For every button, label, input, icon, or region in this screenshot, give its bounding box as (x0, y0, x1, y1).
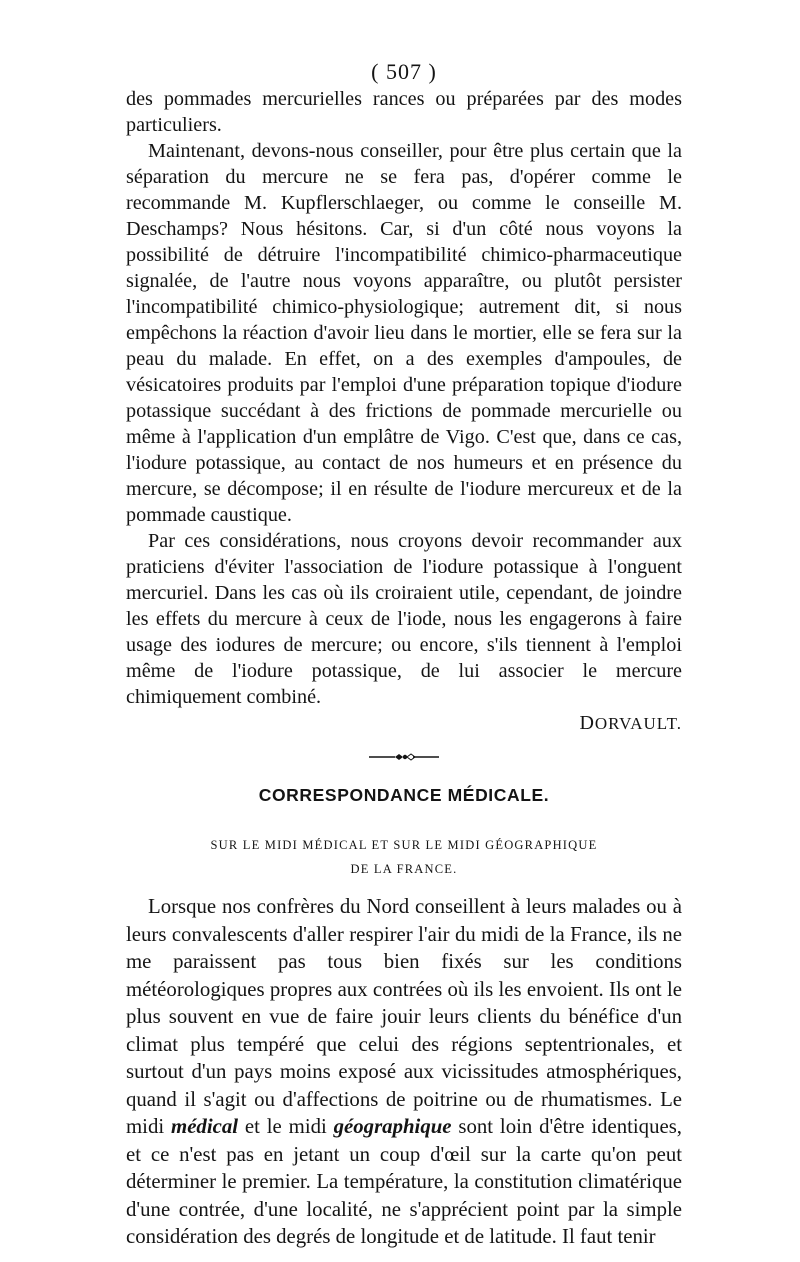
paragraph-1: des pommades mercurielles rances ou préparées par des modes particuliers. (126, 88, 682, 136)
article-body (126, 893, 682, 1251)
page-number: ( 507 ) (371, 59, 437, 84)
paragraph-3: Par ces considérations, nous croyons devoir recommander aux praticiens d'éviter l'association de l'iodure potassique à l'onguent mercuriel. Dans les cas où ils croiraient utile, cependant, de joindre les effets du mercure à ceux de l'iode, nous les engagerons à faire usage des iodures de mercure; ou encore, s'ils tiennent à l'emploi même de l'iodure potassique, de lui associer le mercure chimiquement combiné. (126, 530, 682, 708)
author-signature (126, 710, 682, 737)
emphasis-medical: médical (171, 1115, 239, 1138)
article-paragraph (126, 893, 682, 1251)
page (126, 58, 682, 1251)
paragraph-2: Maintenant, devons-nous conseiller, pour être plus certain que la séparation du mercure ne se fera pas, d'opérer comme le recommande M. Kupflerschlaeger, ou comme le conseille M. Deschamps? Nous hésitons. Car, si d'un côté nous voyons la possibilité de détruire l'incompatibilité chimico-pharmaceutique signalée, de l'autre nous voyons apparaître, ou plutôt persister l'incompatibilité chimico-physiologique; autrement dit, si nous empêchons la réaction d'avoir lieu dans le mortier, elle se fera sur la peau du malade. En effet, on a des exemples d'ampoules, de vésicatoires produits par l'emploi d'une préparation topique d'iodure potassique succédant à des frictions de pommade mercurielle ou même à l'application d'un emplâtre de Vigo. C'est que, dans ce cas, l'iodure potassique, au contact de nos humeurs et en présence du mercure, se décompose; il en résulte de l'iodure mercureux et de la pommade caustique. (126, 140, 682, 526)
paragraph-text-1: Lorsque nos confrères du Nord conseillent à leurs malades ou à leurs convalescents d'aller respirer l'air du midi de la France, ils ne me paraissent pas tous bien fixés sur les conditions météorologiques propres aux contrées où ils les envoient. Ils ont le plus souvent en vue de faire jouir leurs clients du bénéfice d'un climat plus tempéré que celui des régions septentrionales, et surtout d'un pays moins exposé aux vicissitudes atmosphériques, quand il s'agit ou d'affections de poitrine ou de rhumatismes. Le midi (126, 895, 682, 1138)
article-continuation (126, 86, 682, 710)
signature-initial: D (579, 712, 595, 734)
subtitle-line-1: SUR LE MIDI MÉDICAL ET SUR LE MIDI GÉOGRAPHIQUE (210, 838, 598, 852)
paragraph-text-3: sont loin d'être identiques, et ce n'est pas en jetant un coup d'œil sur la carte qu'on peut déterminer le premier. La température, la constitution climatérique d'une contrée, d'une localité, ne s'apprécient point par la simple considération des degrés de longitude et de latitude. Il faut tenir (126, 1115, 683, 1248)
paragraph-text-2: et le midi (238, 1115, 334, 1138)
section-title: CORRESPONDANCE MÉDICALE. (258, 785, 550, 805)
decorative-rule-ornament-icon (369, 751, 439, 763)
emphasis-geographique: géographique (333, 1115, 452, 1138)
subtitle-line-2: DE LA FRANCE. (350, 862, 458, 876)
signature-rest: ORVAULT. (594, 714, 682, 733)
